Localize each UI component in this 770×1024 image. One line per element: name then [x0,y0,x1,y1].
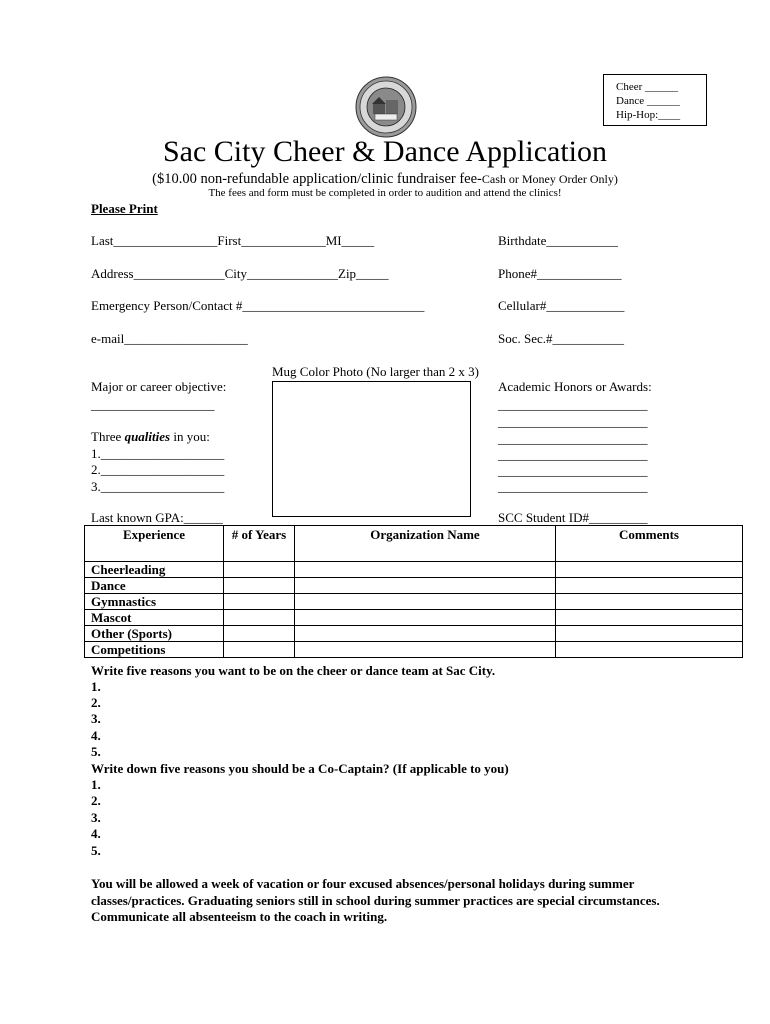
major-field[interactable]: ___________________ [91,397,215,412]
col-header-experience: Experience [85,526,224,562]
organization-cell[interactable] [295,562,556,578]
captain-item-2[interactable]: 2. [91,793,101,808]
honors-field-5[interactable]: _______________________ [498,463,648,478]
comments-cell[interactable] [556,626,743,642]
col-header-years: # of Years [224,526,295,562]
quality-field-3[interactable]: 3.___________________ [91,479,225,494]
organization-cell[interactable] [295,610,556,626]
honors-field-4[interactable]: _______________________ [498,447,648,462]
table-row [85,610,743,626]
row-label: Gymnastics [85,594,224,610]
qualities-suffix: in you: [170,429,210,444]
col-header-organization: Organization Name [295,526,556,562]
captain-item-1[interactable]: 1. [91,777,101,792]
fee-notice: The fees and form must be completed in order to audition and attend the clinics! [208,187,562,199]
email-field[interactable]: e-mail___________________ [91,331,248,346]
reason-item-1[interactable]: 1. [91,679,101,694]
qualities-prefix: Three [91,429,125,444]
absence-policy-text: You will be allowed a week of vacation or four excused absences/personal holidays during summer classes/practices. Graduating seniors still in school during summer practices are special circumstances. Communicate all absenteeism to the coach in writing. [91,876,660,924]
honors-field-6[interactable]: _______________________ [498,479,648,494]
table-row [85,642,743,658]
organization-cell[interactable] [295,642,556,658]
row-label: Other (Sports) [85,626,224,642]
qualities-label [91,429,210,445]
table-row [85,562,743,578]
reasons-prompt: Write five reasons you want to be on the cheer or dance team at Sac City. [91,663,496,678]
honors-field-2[interactable]: _______________________ [498,414,648,429]
honors-field-3[interactable]: _______________________ [498,431,648,446]
comments-cell[interactable] [556,562,743,578]
quality-field-1[interactable]: 1.___________________ [91,446,225,461]
row-label: Competitions [85,642,224,658]
honors-field-1[interactable]: _______________________ [498,397,648,412]
address-field[interactable]: Address______________City______________Zip_____ [91,266,389,281]
col-header-comments: Comments [556,526,743,562]
organization-cell[interactable] [295,578,556,594]
cellular-field[interactable]: Cellular#____________ [498,298,625,313]
comments-cell[interactable] [556,642,743,658]
photo-label: Mug Color Photo (No larger than 2 x 3) [272,364,480,379]
comments-cell[interactable] [556,594,743,610]
experience-table [84,525,743,658]
row-label: Mascot [85,610,224,626]
organization-cell[interactable] [295,626,556,642]
organization-cell[interactable] [295,594,556,610]
team-type-box [603,74,707,126]
emergency-contact-field[interactable]: Emergency Person/Contact #____________________________ [91,298,425,313]
major-label: Major or career objective: [91,379,227,394]
phone-field[interactable]: Phone#_____________ [498,266,622,281]
years-cell[interactable] [224,594,295,610]
table-row [85,626,743,642]
reason-item-5[interactable]: 5. [91,744,101,759]
hiphop-option[interactable]: Hip-Hop:____ [616,109,681,121]
fee-text: ($10.00 non-refundable application/clinic fundraiser fee- [152,171,482,187]
captain-item-4[interactable]: 4. [91,826,101,841]
honors-label: Academic Honors or Awards: [498,379,652,394]
payment-method-text: Cash or Money Order Only) [481,172,618,186]
captain-item-3[interactable]: 3. [91,810,101,825]
captain-item-5[interactable]: 5. [91,843,101,858]
birthdate-field[interactable]: Birthdate___________ [498,233,618,248]
student-id-field[interactable]: SCC Student ID#_________ [498,510,648,525]
years-cell[interactable] [224,642,295,658]
dance-option[interactable]: Dance ______ [616,95,680,107]
reason-item-4[interactable]: 4. [91,728,101,743]
cheer-option[interactable]: Cheer ______ [616,81,679,93]
years-cell[interactable] [224,578,295,594]
reason-item-3[interactable]: 3. [91,711,101,726]
years-cell[interactable] [224,626,295,642]
name-field[interactable]: Last________________First_____________MI_____ [91,233,375,248]
row-label: Cheerleading [85,562,224,578]
years-cell[interactable] [224,562,295,578]
qualities-emphasis: qualities [124,429,171,444]
table-row [85,594,743,610]
table-header-row [85,526,743,562]
photo-box[interactable] [272,381,471,517]
row-label: Dance [85,578,224,594]
college-seal-icon [355,76,417,138]
years-cell[interactable] [224,610,295,626]
comments-cell[interactable] [556,578,743,594]
gpa-field[interactable]: Last known GPA:______ [91,510,223,525]
quality-field-2[interactable]: 2.___________________ [91,462,225,477]
table-row [85,578,743,594]
please-print-label: Please Print [91,201,158,216]
reason-item-2[interactable]: 2. [91,695,101,710]
page-title: Sac City Cheer & Dance Application [162,135,608,168]
comments-cell[interactable] [556,610,743,626]
captain-prompt: Write down five reasons you should be a Co-Captain? (If applicable to you) [91,761,509,776]
ssn-field[interactable]: Soc. Sec.#___________ [498,331,625,346]
